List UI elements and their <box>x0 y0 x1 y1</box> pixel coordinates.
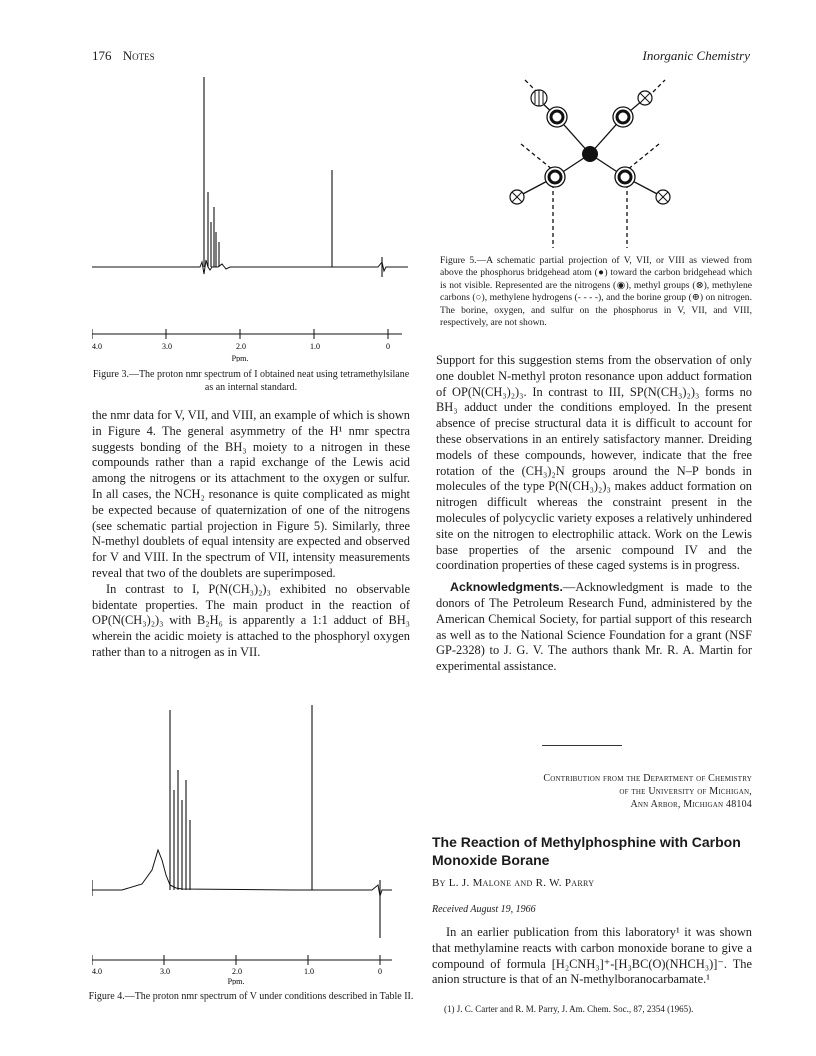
figure-4-trace <box>92 850 392 896</box>
figure-4-tick-3: 1.0 <box>304 967 314 976</box>
figure-4-axis-unit: Ppm. <box>227 977 245 985</box>
left-paragraph-2: In contrast to I, P(N(CH₃)₂)₃ exhibited no observable bidentate properties. The main product in the reaction of OP(N(CH₃)₂)₃ with B₂H₆ is apparently a 1:1 adduct of BH₃ wherein the acidic moiety is attached to the phosphoryl oxygen rather than to a nitrogen as in VII. <box>92 581 410 659</box>
acknowledgments-text: —Acknowledgment is made to the donors of The Petroleum Research Fund, administered by the American Chemical Society, for partial support of this research as well as to the National Science Foundation for a grant (NSF GP-2328) to J. G. V. The authors thank Mr. R. A. Martin for experimental assistance. <box>436 580 752 674</box>
left-paragraph-1: the nmr data for V, VII, and VIII, an example of which is shown in Figure 4. The general asymmetry of the H¹ nmr spectra suggests bonding of the BH₃ moiety to a nitrogen in these compounds rather than a rapid exchange of the Lewis acid among the nitrogens or its attachment to the oxygen or sulfur. In all cases, the NCH₂ resonance is quite complicated as might be expected because of quaternization of one of the nitrogens (see schematic partial projection in Figure 5). Similarly, three N-methyl doublets of equal intensity are expected and observed for V and VIII. In the spectrum of VII, intensity measurements reveal that two of the doublets are superimposed. <box>92 408 410 580</box>
section-label: Notes <box>122 48 155 63</box>
figure-4-tick-1: 3.0 <box>160 967 170 976</box>
methyl-group-icon-bottom-right <box>656 190 670 204</box>
figure-5-schematic <box>495 72 705 250</box>
article-title: The Reaction of Methylphosphine with Carbon Monoxide Borane <box>432 834 741 868</box>
figure-3-tick-0: 4.0 <box>92 342 102 351</box>
figure-3-trace <box>92 260 408 274</box>
figure-3-axis <box>92 329 402 339</box>
figure-4-tick-4: 0 <box>378 967 382 976</box>
journal-name: Inorganic Chemistry <box>642 48 750 63</box>
right-paragraph-1: Support for this suggestion stems from the observation of only one doublet N-methyl proton resonance upon adduct formation of OP(N(CH₃)₂)₃. In contrast to III, SP(N(CH₃)₂)₃ forms no BH₃ adduct under the conditions employed. In the present absence of precise structural data it is difficult to account for these observations in an entirely satisfactory manner. Dreiding models of these compounds, however, indicate that the free rotation of the (CH₃)₂N groups around the N–P bonds in molecules of the type P(N(CH₃)₂)₃ makes adduct formation on nitrogen difficult whereas the constraint present in the molecules of polycyclic variety exposes a relatively unhindered site on the nitrogen to electrophilic attack. Work on the Lewis base properties of the arsenic compound IV and the coordination properties of these caged systems is in progress. <box>436 353 752 573</box>
borine-group-icon <box>531 90 547 106</box>
nitrogen-icon-lower-right <box>615 167 635 187</box>
nitrogen-icon-upper-left <box>547 107 567 127</box>
article-byline: By L. J. Malone and R. W. Parry <box>432 877 595 889</box>
figure-3-tick-4: 0 <box>386 342 390 351</box>
page-number: 176 <box>92 48 112 63</box>
page-number-and-section <box>92 48 155 64</box>
figure-3-caption: Figure 3.—The proton nmr spectrum of I obtained neat using tetramethylsilane as an internal standard. <box>92 369 410 393</box>
contribution-line-2: of the University of Michigan, <box>619 786 752 797</box>
figure-3-axis-unit: Ppm. <box>231 354 249 362</box>
figure-3-tick-2: 2.0 <box>236 342 246 351</box>
methyl-group-icon-top-right <box>638 91 652 105</box>
figure-4-peaks <box>92 705 380 938</box>
left-column-text <box>92 408 410 661</box>
right-column-text <box>436 353 752 675</box>
contribution-line-1: Contribution from the Department of Chemistry <box>543 773 752 784</box>
methyl-group-icon-bottom-left <box>510 190 524 204</box>
figure-3-spectrum <box>92 72 410 362</box>
figure-3-baseline <box>92 260 408 274</box>
figure-4-spectrum <box>92 700 410 985</box>
section-divider <box>542 745 622 746</box>
phosphorus-atom-icon <box>582 146 598 162</box>
contribution-block <box>436 772 752 811</box>
figure-4-axis <box>92 955 392 965</box>
footnote-1: (1) J. C. Carter and R. M. Parry, J. Am. Chem. Soc., 87, 2354 (1965). <box>444 1004 694 1014</box>
figure-4-tick-0: 4.0 <box>92 967 102 976</box>
figure-5-caption: Figure 5.—A schematic partial projection of V, VII, or VIII as viewed from above the phosphorus bridgehead atom (●) toward the carbon bridgehead which is not visible. Represented are the nitrogens (◉), methyl groups (⊗), methylene carbons (○), methylene hydrogens (- - - -), and the borine group (⊕) on nitrogen. The borine, oxygen, and sulfur on the phosphorus in V, VII, and VIII, respectively, are not shown. <box>440 255 752 329</box>
article-intro: In an earlier publication from this laboratory¹ it was shown that methylamine reacts with carbon monoxide borane to give a compound of formula [H₂CNH₃]⁺-[H₃BC(O)(NHCH₃)]⁻. The anion structure is that of an N-methylboranocarbamate.¹ <box>432 925 752 987</box>
figure-4-tick-2: 2.0 <box>232 967 242 976</box>
figure-3-peaks <box>204 77 382 277</box>
figure-3-tick-3: 1.0 <box>310 342 320 351</box>
nitrogen-icon-upper-right <box>613 107 633 127</box>
figure-4-caption: Figure 4.—The proton nmr spectrum of V under conditions described in Table II. <box>88 991 414 1002</box>
acknowledgments-paragraph <box>436 580 752 675</box>
figure-3-tick-1: 3.0 <box>162 342 172 351</box>
acknowledgments-heading: Acknowledgments. <box>450 580 563 595</box>
received-date: Received August 19, 1966 <box>432 904 536 915</box>
contribution-line-3: Ann Arbor, Michigan 48104 <box>630 799 752 810</box>
nitrogen-icon-lower-left <box>545 167 565 187</box>
